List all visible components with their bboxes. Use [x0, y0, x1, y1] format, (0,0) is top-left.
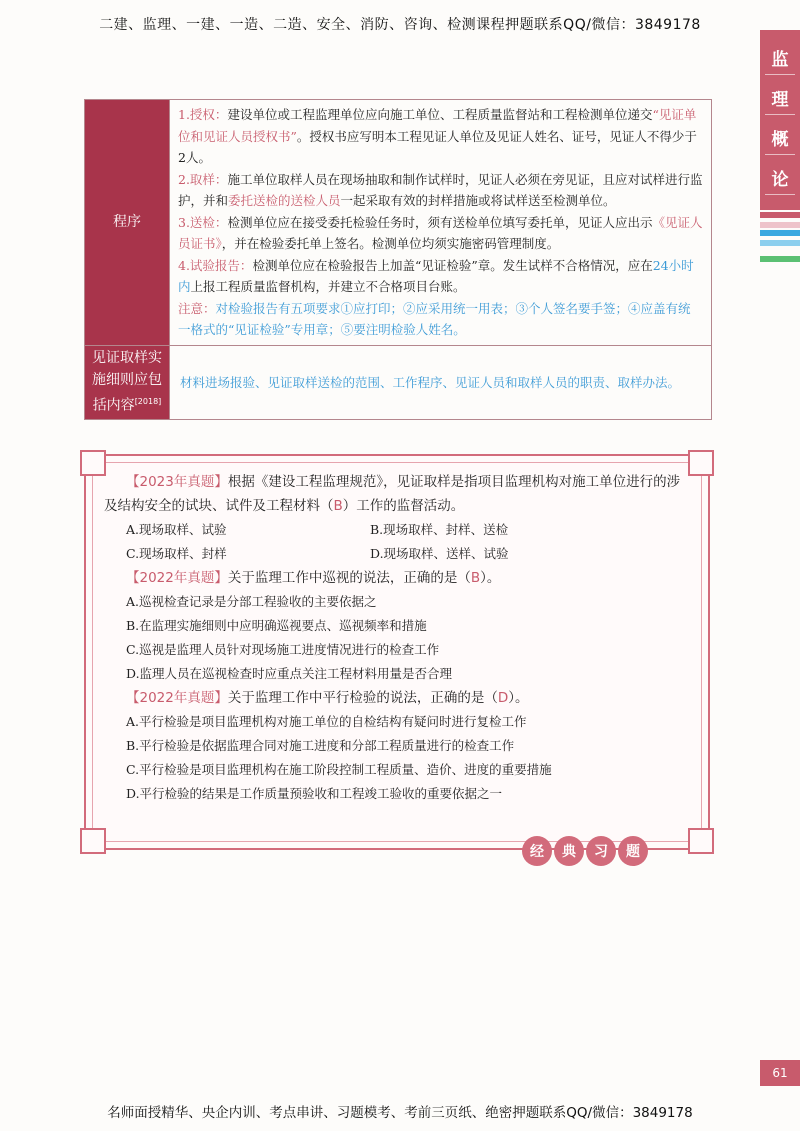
option: B.在监理实施细则中应明确巡视要点、巡视频率和措施 [126, 618, 427, 633]
process-item: 3.送检：检测单位应在接受委托检验任务时，须有送检单位填写委托单，见证人应出示《见证人员证书》，并在检验委托单上签名。检测单位均须实施密码管理制度。 [178, 214, 703, 251]
side-tab-char: 理 [765, 85, 795, 115]
badge-char: 经 [522, 836, 552, 866]
option: C.平行检验是项目监理机构在施工阶段控制工程质量、造价、进度的重要措施 [126, 762, 552, 777]
question-1: 【2023年真题】根据《建设工程监理规范》，见证取样是指项目监理机构对施工单位进行的涉及结构安全的试块、试件及工程材料（B）工作的监督活动。 [104, 474, 681, 514]
option-row [104, 542, 690, 566]
option: A.现场取样、试验 [126, 522, 227, 537]
option: C.现场取样、封样 [126, 546, 227, 561]
option: D.现场取样、送样、试验 [370, 546, 509, 561]
side-tab [760, 30, 800, 210]
decor-stripe [760, 256, 800, 262]
decor-stripe [760, 212, 800, 218]
badge-char: 题 [618, 836, 648, 866]
header-banner: 二建、监理、一建、一造、二造、安全、消防、咨询、检测课程押题联系QQ/微信：3849178 [99, 17, 701, 33]
decor-stripe [760, 230, 800, 236]
decor-stripe [760, 222, 800, 228]
question-3: 【2022年真题】关于监理工作中平行检验的说法，正确的是（D）。 [126, 690, 529, 706]
decor-stripe [760, 240, 800, 246]
badge-char: 典 [554, 836, 584, 866]
implementation-content: 材料进场报验、见证取样送检的范围、工作程序、见证人员和取样人员的职责、取样办法。 [170, 345, 712, 419]
page-number: 61 [760, 1060, 800, 1086]
process-item: 1.授权：建设单位或工程监理单位应向施工单位、工程质量监督站和工程检测单位递交“见证单位和见证人员授权书”。授权书应写明本工程见证人单位及见证人姓名、证号，见证人不得少于2人。 [178, 107, 697, 165]
exercise-content [104, 470, 690, 806]
option: C.巡视是监理人员针对现场施工进度情况进行的检查工作 [126, 642, 440, 657]
option-row [104, 518, 690, 542]
frame-corner [80, 450, 106, 476]
implementation-row [85, 345, 712, 419]
process-item: 4.试验报告：检测单位应在检验报告上加盖“见证检验”章。发生试样不合格情况，应在24小时内上报工程质量监督机构，并建立不合格项目台账。 [178, 257, 694, 294]
side-tab-char: 监 [765, 45, 795, 75]
badge-char: 习 [586, 836, 616, 866]
classic-exercise-badge [522, 836, 648, 866]
option: D.平行检验的结果是工作质量预验收和工程竣工验收的重要依据之一 [126, 786, 503, 801]
process-note: 注意：对检验报告有五项要求①应打印；②应采用统一用表；③个人签名要手签；④应盖有统一格式的“见证检验”专用章；⑤要注明检验人姓名。 [178, 300, 691, 337]
process-item: 2.取样：施工单位取样人员在现场抽取和制作试样时，见证人必须在旁见证，且应对试样进行监护，并和委托送检的送检人员一起采取有效的封样措施或将试样送至检测单位。 [178, 171, 703, 208]
option: B.平行检验是依据监理合同对施工进度和分部工程质量进行的检查工作 [126, 738, 515, 753]
option: A.平行检验是项目监理机构对施工单位的自检结构有疑问时进行复检工作 [126, 714, 527, 729]
exercise-frame [84, 454, 710, 850]
option: B.现场取样、封样、送检 [370, 522, 509, 537]
side-tab-char: 概 [765, 125, 795, 155]
option: D.监理人员在巡视检查时应重点关注工程材料用量是否合理 [126, 666, 453, 681]
frame-corner [688, 450, 714, 476]
process-content [170, 100, 712, 346]
implementation-label: 见证取样实施细则应包括内容[2018] [85, 345, 170, 419]
frame-corner [688, 828, 714, 854]
process-table [84, 99, 712, 420]
side-tab-char: 论 [765, 165, 795, 195]
footer-banner: 名师面授精华、央企内训、考点串讲、习题模考、考前三页纸、绝密押题联系QQ/微信：3849178 [107, 1105, 693, 1121]
question-2: 【2022年真题】关于监理工作中巡视的说法，正确的是（B）。 [126, 570, 501, 586]
process-row [85, 100, 712, 346]
frame-corner [80, 828, 106, 854]
option: A.巡视检查记录是分部工程验收的主要依据之 [126, 594, 377, 609]
process-label: 程序 [85, 100, 170, 346]
